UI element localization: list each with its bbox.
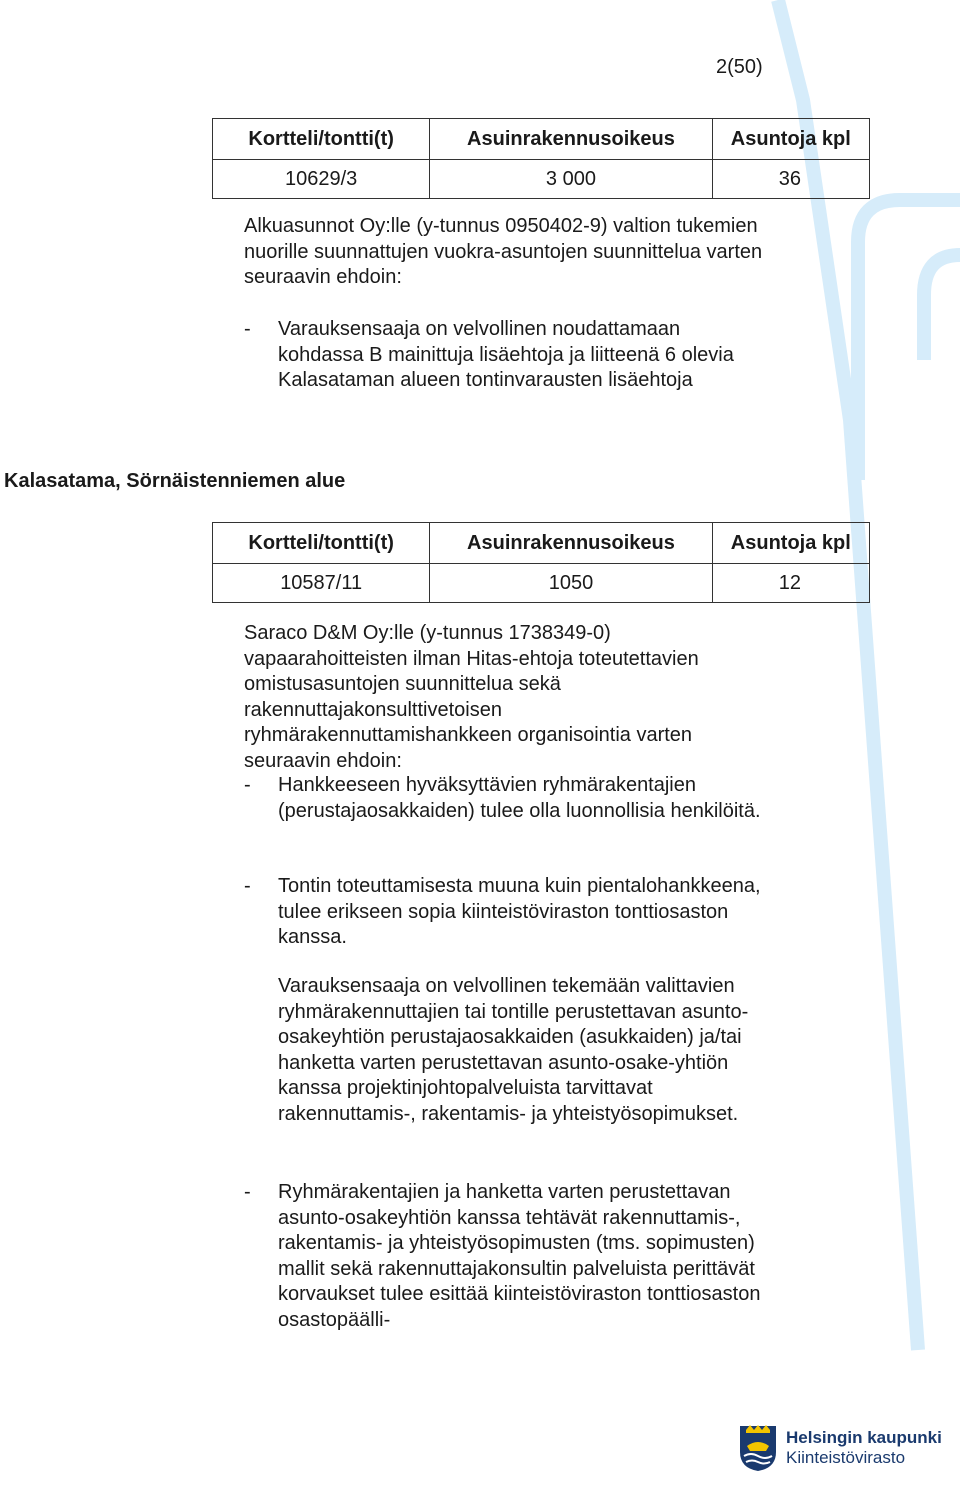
list-item-text: Tontin toteuttamisesta muuna kuin pientalohankkeena, tulee erikseen sopia kiinteistöviraston tonttiosaston kanssa. [278, 875, 761, 948]
table-header: Kortteli/tontti(t) [213, 523, 430, 564]
table-cell: 36 [712, 160, 869, 199]
bullet-dash: - [244, 774, 251, 796]
logo-title: Helsingin kaupunki [786, 1428, 942, 1447]
paragraph: Alkuasunnot Oy:lle (y-tunnus 0950402-9) valtion tukemien nuorille suunnattujen vuokra-asuntojen suunnittelua varten seuraavin ehdoin: [244, 215, 763, 288]
table-cell: 3 000 [430, 160, 712, 199]
list-item-text: Ryhmärakentajien ja hanketta varten perustettavan asunto-osakeyhtiön kanssa tehtävät rakennuttamis-, rakentamis- ja yhteistyösopimusten (tms. sopimusten) mallit sekä rakennuttajakonsultin palveluista perittävät korvaukset tulee esittää kiinteistöviraston tonttiosaston osastopäälli- [278, 1181, 761, 1331]
table-header: Asuntoja kpl [712, 523, 869, 564]
table-cell: 12 [712, 564, 869, 603]
table-header: Asuinrakennusoikeus [430, 523, 712, 564]
page-number: 2(50) [716, 56, 763, 78]
section-heading: Kalasatama, Sörnäistenniemen alue [4, 470, 346, 492]
table-cell: 10587/11 [213, 564, 430, 603]
bullet-dash: - [244, 1181, 251, 1203]
helsinki-crest-icon [738, 1424, 778, 1472]
list-item-text: Hankkeeseen hyväksyttävien ryhmärakentajien (perustajaosakkaiden) tulee olla luonnollisia henkilöitä. [278, 774, 761, 822]
logo-subtitle: Kiinteistövirasto [786, 1448, 906, 1467]
table-cell: 1050 [430, 564, 712, 603]
bullet-dash: - [244, 875, 251, 897]
table-cell: 10629/3 [213, 160, 430, 199]
table-row [213, 564, 870, 603]
table-header: Asuntoja kpl [712, 119, 869, 160]
reservation-table-2 [212, 522, 870, 603]
logo-text [786, 1428, 942, 1468]
indented-paragraph: Varauksensaaja on velvollinen tekemään valittavien ryhmärakennuttajien tai tontille perustettavan asunto-osakeyhtiön perustajaosakkaiden (asukkaiden) ja/tai hanketta varten perustettavan asunto-osake-yhtiön kanssa projektinjohtopalveluista tarvittavat rakennuttamis-, rakentamis- ja yhteistyösopimukset. [278, 975, 749, 1125]
paragraph: Saraco D&M Oy:lle (y-tunnus 1738349-0) vapaarahoitteisten ilman Hitas-ehtoja toteutettavien omistusasuntojen suunnittelua sekä rakennuttajakonsulttivetoisen ryhmärakennuttamishankkeen organisointia varten seuraavin ehdoin: [244, 622, 699, 772]
reservation-table-1 [212, 118, 870, 199]
table-header: Asuinrakennusoikeus [430, 119, 712, 160]
bullet-dash: - [244, 318, 251, 340]
list-item-text: Varauksensaaja on velvollinen noudattamaan kohdassa B mainittuja lisäehtoja ja liitteenä 6 olevia Kalasataman alueen tontinvarausten lisäehtoja [278, 318, 734, 391]
table-header: Kortteli/tontti(t) [213, 119, 430, 160]
table-row [213, 160, 870, 199]
